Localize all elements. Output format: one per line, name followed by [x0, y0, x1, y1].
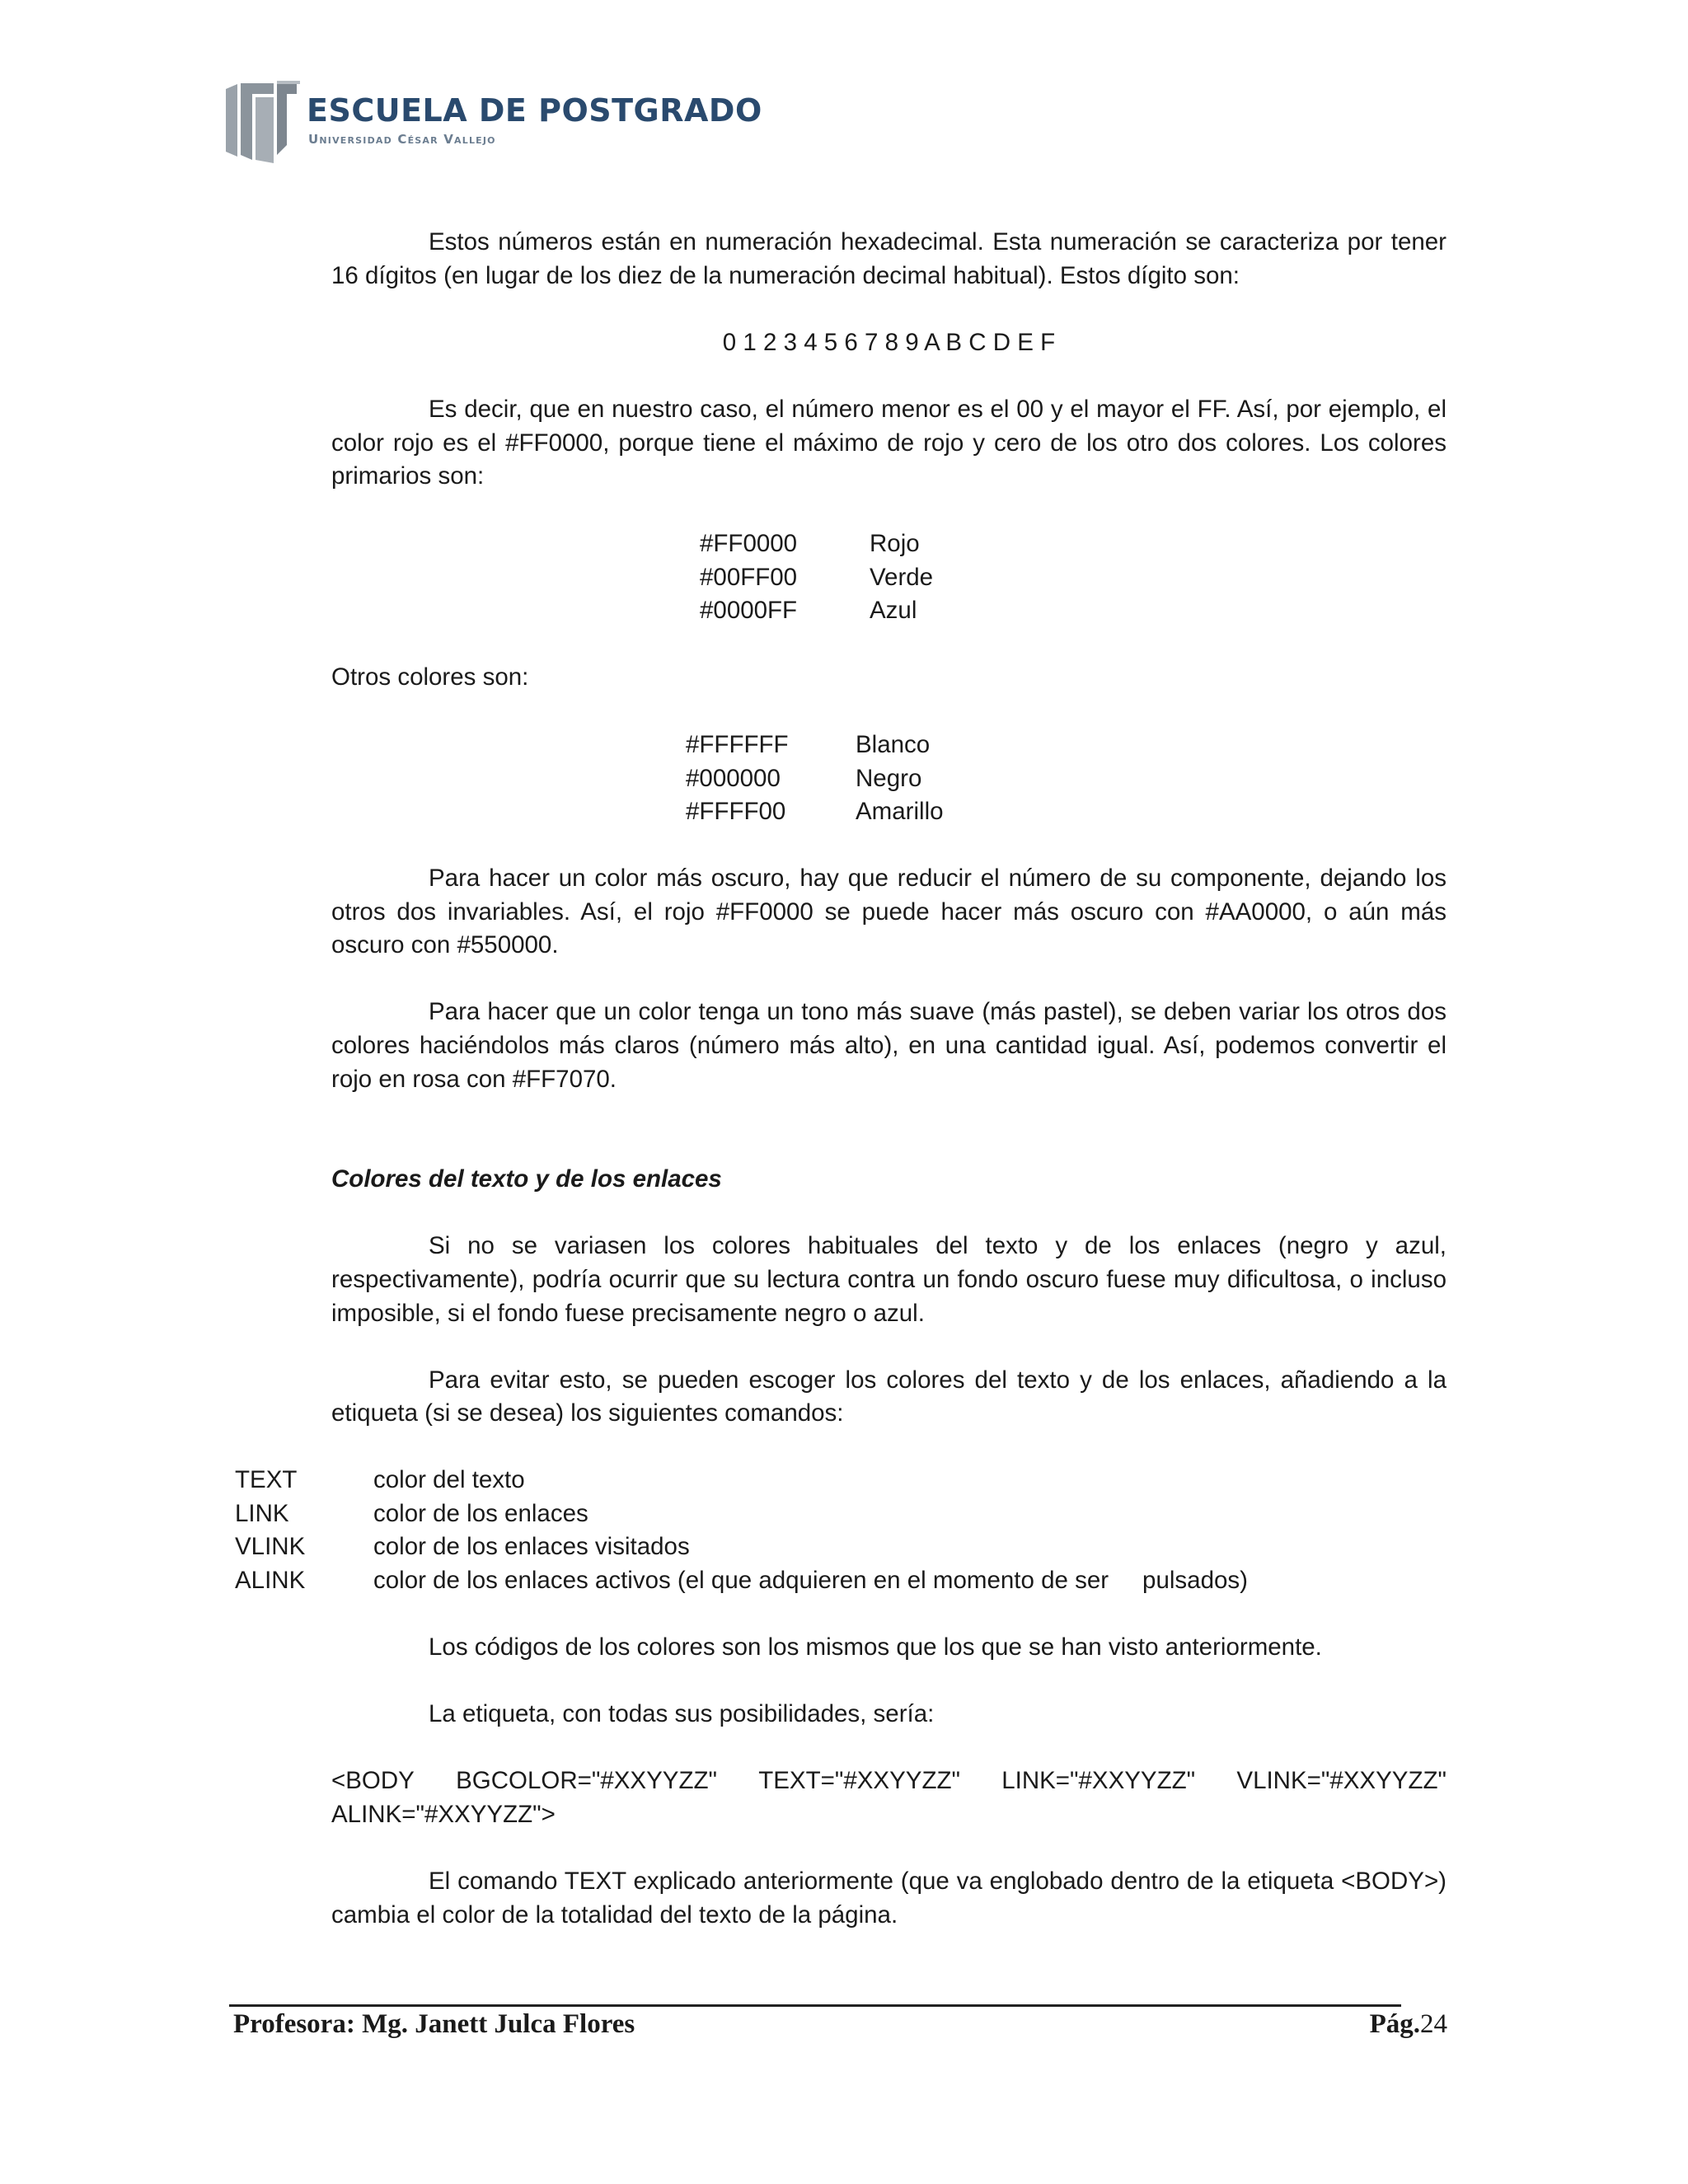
- code-token: BGCOLOR="#XXYYZZ": [456, 1767, 717, 1795]
- footer-author: Profesora: Mg. Janett Julca Flores: [233, 2009, 635, 2039]
- color-name: Amarillo: [856, 798, 944, 826]
- commands-list: [235, 1464, 1248, 1597]
- table-row: [686, 762, 944, 796]
- color-name: Blanco: [856, 731, 931, 758]
- command-desc: color de los enlaces: [373, 1499, 588, 1527]
- logo-subtitle: Universidad César Vallejo: [308, 132, 496, 147]
- list-item: [235, 1530, 1248, 1564]
- university-logo-icon: [224, 81, 300, 163]
- color-code: #FFFF00: [686, 798, 786, 826]
- code-token: LINK="#XXYYZZ": [1001, 1767, 1196, 1795]
- paragraph-hex-intro: Estos números están en numeración hexadecimal. Esta numeración se caracteriza por tener 16 dígitos (en lugar de los diez de la numeración decimal habitual). Estos dígito son:: [331, 228, 1447, 289]
- body-tag-code-line-2: ALINK="#XXYYZZ">: [331, 1800, 556, 1828]
- color-code: #FFFFFF: [686, 731, 789, 758]
- command-key: VLINK: [235, 1533, 306, 1561]
- primary-colors-table: [700, 527, 933, 628]
- command-key: TEXT: [235, 1466, 298, 1493]
- page-number: 24: [1420, 2009, 1447, 2039]
- paragraph-link-colors: Si no se variasen los colores habituales del texto y de los enlaces (negro y azul, respectivamente), podría ocurrir que su lectura contra un fondo oscuro fuese muy dificultosa, o incluso imposible, si el fondo fuese precisamente negro o azul.: [331, 1232, 1447, 1327]
- list-item: [235, 1564, 1248, 1598]
- page-label: Pág.: [1369, 2009, 1420, 2039]
- table-row: [686, 795, 944, 829]
- color-name: Negro: [856, 764, 922, 792]
- content-after-tables: [331, 862, 1447, 1431]
- body-tag-code-line: [331, 1765, 1447, 1798]
- color-code: #000000: [686, 764, 781, 792]
- paragraph-darker: Para hacer un color más oscuro, hay que reducir el número de su componente, dejando los otros dos invariables. Así, el rojo #FF0000 se puede hacer más oscuro con #AA0000, o aún más oscuro con #550000.: [331, 865, 1447, 959]
- paragraph-text-command: El comando TEXT explicado anteriormente (que va englobado dentro de la etiqueta <BODY>) cambia el color de la totalidad del texto de la página.: [331, 1868, 1447, 1929]
- list-item: [235, 1464, 1248, 1497]
- content-closing: [331, 1631, 1447, 1932]
- code-token: VLINK="#XXYYZZ": [1236, 1767, 1447, 1795]
- color-code: #FF0000: [700, 530, 798, 557]
- section-title: Colores del texto y de los enlaces: [331, 1165, 722, 1193]
- list-item: [235, 1497, 1248, 1531]
- paragraph-pastel: Para hacer que un color tenga un tono más suave (más pastel), se deben variar los otros dos colores haciéndolos más claros (número más alto), en una cantidad igual. Así, podemos convertir el rojo en rosa con #FF7070.: [331, 998, 1447, 1093]
- command-desc: color del texto: [373, 1466, 525, 1493]
- table-row: [686, 729, 944, 762]
- color-code: #00FF00: [700, 563, 798, 591]
- paragraph-tag-intro: La etiqueta, con todas sus posibilidades, sería:: [429, 1700, 935, 1728]
- code-token: <BODY: [331, 1767, 415, 1795]
- paragraph-primary-intro: Es decir, que en nuestro caso, el número menor es el 00 y el mayor el FF. Así, por ejemplo, el color rojo es el #FF0000, porque tiene el máximo de rojo y cero de los otro dos colores. Los colores primarios son:: [331, 395, 1447, 490]
- command-key: LINK: [235, 1499, 289, 1527]
- table-row: [700, 527, 933, 561]
- hex-digits-line: 0 1 2 3 4 5 6 7 8 9 A B C D E F: [722, 328, 1056, 356]
- paragraph-codes-same: Los códigos de los colores son los mismos que los que se han visto anteriormente.: [429, 1633, 1322, 1661]
- other-colors-table: [686, 729, 944, 829]
- color-code: #0000FF: [700, 597, 798, 625]
- command-desc: color de los enlaces activos (el que adquieren en el momento de ser pulsados): [373, 1566, 1248, 1594]
- other-colors-label: Otros colores son:: [331, 663, 529, 691]
- paragraph-commands-intro: Para evitar esto, se pueden escoger los colores del texto y de los enlaces, añadiendo a la etiqueta (si se desea) los siguientes comandos:: [331, 1366, 1447, 1427]
- header-logo: [224, 81, 762, 163]
- logo-title: ESCUELA DE POSTGRADO: [307, 92, 762, 129]
- table-row: [700, 594, 933, 628]
- table-row: [700, 561, 933, 595]
- footer-page: [1370, 2009, 1447, 2040]
- command-desc: color de los enlaces visitados: [373, 1533, 690, 1561]
- footer-divider: [229, 2004, 1401, 2007]
- main-content: [331, 226, 1447, 494]
- color-name: Rojo: [870, 530, 920, 557]
- code-token: TEXT="#XXYYZZ": [758, 1767, 960, 1795]
- command-key: ALINK: [235, 1566, 306, 1594]
- color-name: Azul: [870, 597, 917, 625]
- color-name: Verde: [870, 563, 934, 591]
